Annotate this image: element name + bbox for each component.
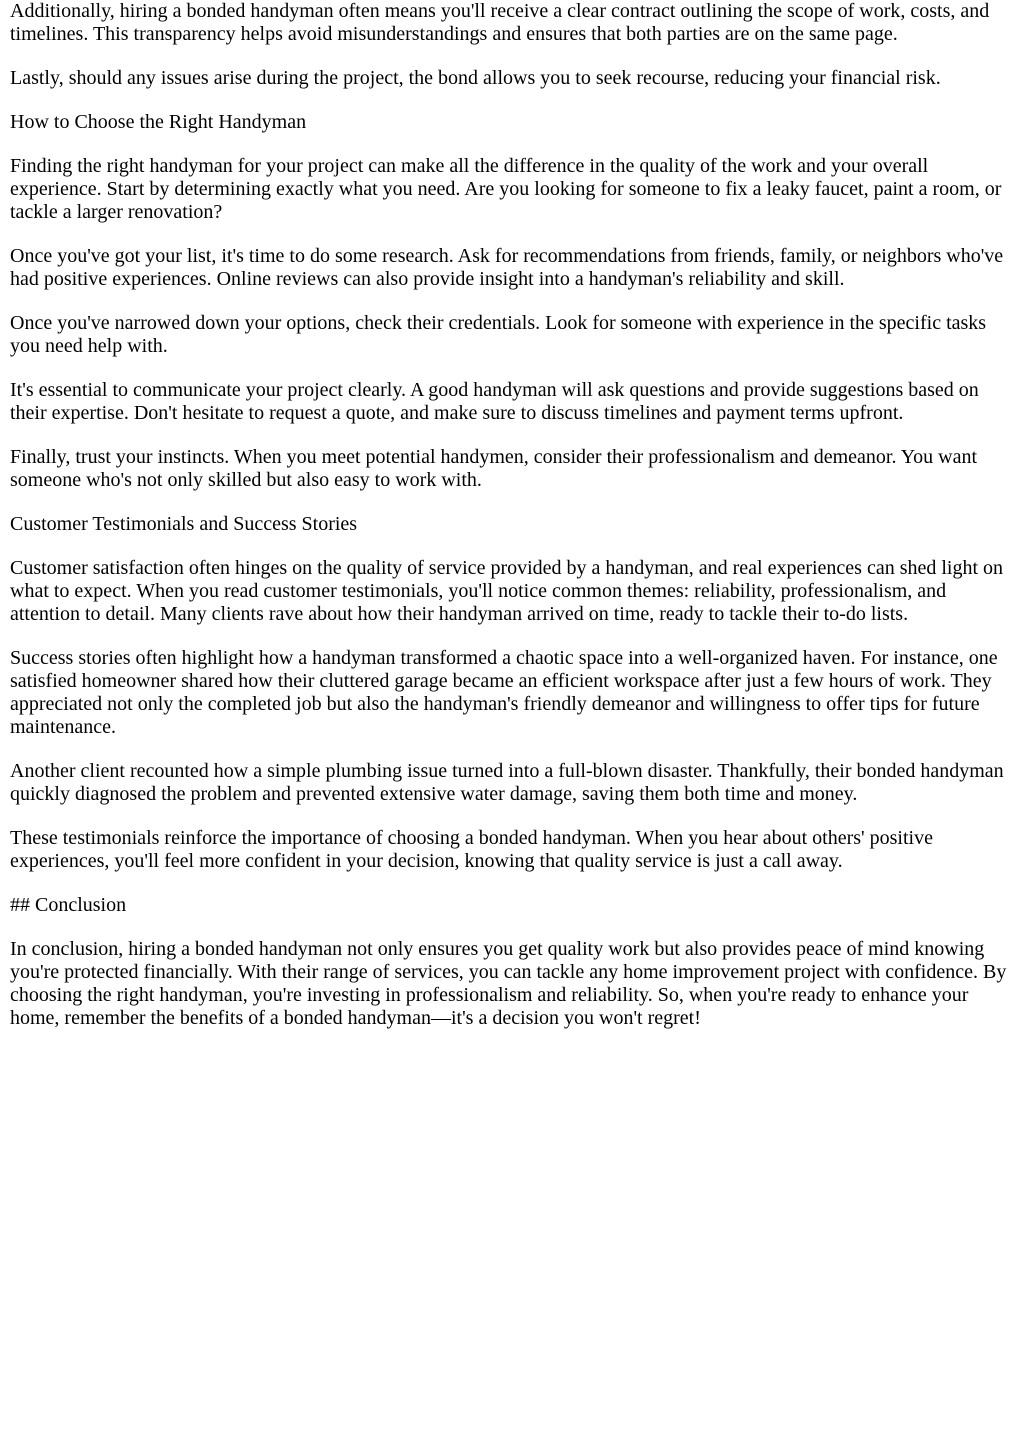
section-heading-conclusion: ## Conclusion <box>10 894 127 916</box>
section-heading-choose-handyman: How to Choose the Right Handyman <box>10 111 307 133</box>
paragraph-testimonials-importance: These testimonials reinforce the importance of choosing a bonded handyman. When you hear about others' positive experiences, you'll feel more confident in your decision, knowing that quality service is just a call away. <box>10 827 933 872</box>
paragraph-bond-recourse: Lastly, should any issues arise during the project, the bond allows you to seek recourse, reducing your financial risk. <box>10 67 941 89</box>
paragraph-customer-satisfaction: Customer satisfaction often hinges on the quality of service provided by a handyman, and real experiences can shed light on what to expect. When you read customer testimonials, you'll notice common themes: reliability, professionalism, and attention to detail. Many clients rave about how their handyman arrived on time, ready to tackle their to-do lists. <box>10 557 1004 625</box>
paragraph-conclusion: In conclusion, hiring a bonded handyman not only ensures you get quality work but also provides peace of mind knowing you're protected financially. With their range of services, you can tackle any home improvement project with confidence. By choosing the right handyman, you're investing in professionalism and reliability. So, when you're ready to enhance your home, remember the benefits of a bonded handyman—it's a decision you won't regret! <box>10 938 1007 1029</box>
article-body <box>10 0 1014 1030</box>
paragraph-credentials: Once you've narrowed down your options, check their credentials. Look for someone with experience in the specific tasks you need help with. <box>10 312 987 357</box>
paragraph-trust-instincts: Finally, trust your instincts. When you meet potential handymen, consider their professionalism and demeanor. You want someone who's not only skilled but also easy to work with. <box>10 446 978 491</box>
paragraph-contract-transparency: Additionally, hiring a bonded handyman often means you'll receive a clear contract outlining the scope of work, costs, and timelines. This transparency helps avoid misunderstandings and ensures that both parties are on the same page. <box>10 0 990 45</box>
paragraph-research: Once you've got your list, it's time to do some research. Ask for recommendations from friends, family, or neighbors who've had positive experiences. Online reviews can also provide insight into a handyman's reliability and skill. <box>10 245 1004 290</box>
section-heading-testimonials: Customer Testimonials and Success Stories <box>10 513 358 535</box>
paragraph-plumbing-story: Another client recounted how a simple plumbing issue turned into a full-blown disaster. Thankfully, their bonded handyman quickly diagnosed the problem and prevented extensive water damage, saving them both time and money. <box>10 760 1004 805</box>
paragraph-determine-needs: Finding the right handyman for your project can make all the difference in the quality of the work and your overall experience. Start by determining exactly what you need. Are you looking for someone to fix a leaky faucet, paint a room, or tackle a larger renovation? <box>10 155 1002 223</box>
paragraph-communicate: It's essential to communicate your project clearly. A good handyman will ask questions and provide suggestions based on their expertise. Don't hesitate to request a quote, and make sure to discuss timelines and payment terms upfront. <box>10 379 979 424</box>
paragraph-success-stories: Success stories often highlight how a handyman transformed a chaotic space into a well-organized haven. For instance, one satisfied homeowner shared how their cluttered garage became an efficient workspace after just a few hours of work. They appreciated not only the completed job but also the handyman's friendly demeanor and willingness to offer tips for future maintenance. <box>10 647 998 738</box>
